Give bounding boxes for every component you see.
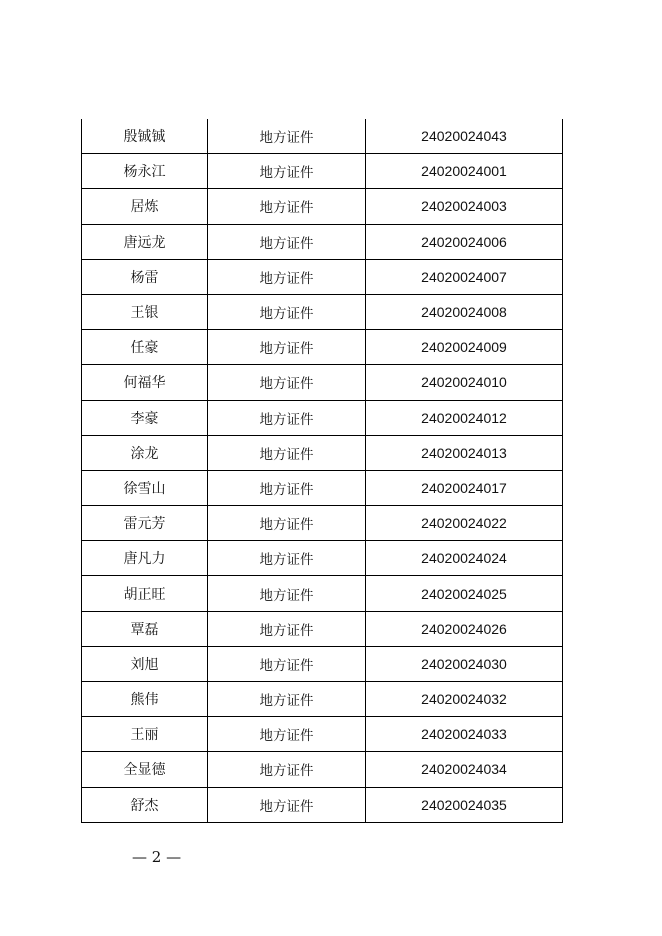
certificate-number-cell: 24020024024 bbox=[366, 541, 563, 576]
certificate-number-cell: 24020024030 bbox=[366, 646, 563, 681]
certificate-number-cell: 24020024022 bbox=[366, 506, 563, 541]
certificate-number-cell: 24020024012 bbox=[366, 400, 563, 435]
table-row bbox=[82, 400, 563, 435]
certificate-type-cell: 地方证件 bbox=[208, 365, 366, 400]
certificate-type-cell: 地方证件 bbox=[208, 470, 366, 505]
certificate-type-cell: 地方证件 bbox=[208, 646, 366, 681]
name-cell: 刘旭 bbox=[82, 646, 208, 681]
certificate-number-cell: 24020024009 bbox=[366, 330, 563, 365]
certificate-number-cell: 24020024026 bbox=[366, 611, 563, 646]
name-cell: 李豪 bbox=[82, 400, 208, 435]
name-cell: 舒杰 bbox=[82, 787, 208, 822]
table-row bbox=[82, 435, 563, 470]
certificate-number-cell: 24020024033 bbox=[366, 717, 563, 752]
certificate-number-cell: 24020024003 bbox=[366, 189, 563, 224]
certificate-type-cell: 地方证件 bbox=[208, 506, 366, 541]
table-row bbox=[82, 787, 563, 822]
certificate-type-cell: 地方证件 bbox=[208, 682, 366, 717]
table-row bbox=[82, 365, 563, 400]
name-cell: 殷铖铖 bbox=[82, 119, 208, 154]
table-row bbox=[82, 189, 563, 224]
certificate-type-cell: 地方证件 bbox=[208, 154, 366, 189]
certificate-table bbox=[81, 119, 563, 823]
certificate-type-cell: 地方证件 bbox=[208, 330, 366, 365]
table-row bbox=[82, 154, 563, 189]
table-row bbox=[82, 119, 563, 154]
table-row bbox=[82, 470, 563, 505]
table-row bbox=[82, 646, 563, 681]
certificate-type-cell: 地方证件 bbox=[208, 435, 366, 470]
certificate-number-cell: 24020024034 bbox=[366, 752, 563, 787]
certificate-number-cell: 24020024017 bbox=[366, 470, 563, 505]
name-cell: 雷元芳 bbox=[82, 506, 208, 541]
name-cell: 唐远龙 bbox=[82, 224, 208, 259]
certificate-type-cell: 地方证件 bbox=[208, 400, 366, 435]
name-cell: 杨永江 bbox=[82, 154, 208, 189]
page-number: — 2 — bbox=[132, 848, 182, 866]
table-row bbox=[82, 682, 563, 717]
table-row bbox=[82, 611, 563, 646]
certificate-type-cell: 地方证件 bbox=[208, 294, 366, 329]
name-cell: 任豪 bbox=[82, 330, 208, 365]
certificate-number-cell: 24020024032 bbox=[366, 682, 563, 717]
certificate-number-cell: 24020024010 bbox=[366, 365, 563, 400]
table-row bbox=[82, 541, 563, 576]
table-row bbox=[82, 576, 563, 611]
certificate-number-cell: 24020024006 bbox=[366, 224, 563, 259]
name-cell: 熊伟 bbox=[82, 682, 208, 717]
certificate-number-cell: 24020024007 bbox=[366, 259, 563, 294]
certificate-type-cell: 地方证件 bbox=[208, 752, 366, 787]
name-cell: 杨雷 bbox=[82, 259, 208, 294]
name-cell: 王丽 bbox=[82, 717, 208, 752]
certificate-type-cell: 地方证件 bbox=[208, 611, 366, 646]
name-cell: 徐雪山 bbox=[82, 470, 208, 505]
table-row bbox=[82, 717, 563, 752]
table-row bbox=[82, 506, 563, 541]
certificate-type-cell: 地方证件 bbox=[208, 119, 366, 154]
certificate-number-cell: 24020024043 bbox=[366, 119, 563, 154]
certificate-number-cell: 24020024001 bbox=[366, 154, 563, 189]
certificate-type-cell: 地方证件 bbox=[208, 787, 366, 822]
name-cell: 胡正旺 bbox=[82, 576, 208, 611]
certificate-number-cell: 24020024035 bbox=[366, 787, 563, 822]
name-cell: 王银 bbox=[82, 294, 208, 329]
name-cell: 覃磊 bbox=[82, 611, 208, 646]
table-row bbox=[82, 752, 563, 787]
certificate-type-cell: 地方证件 bbox=[208, 541, 366, 576]
certificate-number-cell: 24020024025 bbox=[366, 576, 563, 611]
name-cell: 全显德 bbox=[82, 752, 208, 787]
table-row bbox=[82, 330, 563, 365]
certificate-type-cell: 地方证件 bbox=[208, 224, 366, 259]
certificate-type-cell: 地方证件 bbox=[208, 576, 366, 611]
name-cell: 何福华 bbox=[82, 365, 208, 400]
certificate-type-cell: 地方证件 bbox=[208, 717, 366, 752]
name-cell: 涂龙 bbox=[82, 435, 208, 470]
certificate-number-cell: 24020024008 bbox=[366, 294, 563, 329]
name-cell: 唐凡力 bbox=[82, 541, 208, 576]
certificate-type-cell: 地方证件 bbox=[208, 259, 366, 294]
table-row bbox=[82, 294, 563, 329]
name-cell: 居炼 bbox=[82, 189, 208, 224]
table-row bbox=[82, 259, 563, 294]
table-row bbox=[82, 224, 563, 259]
certificate-type-cell: 地方证件 bbox=[208, 189, 366, 224]
certificate-number-cell: 24020024013 bbox=[366, 435, 563, 470]
